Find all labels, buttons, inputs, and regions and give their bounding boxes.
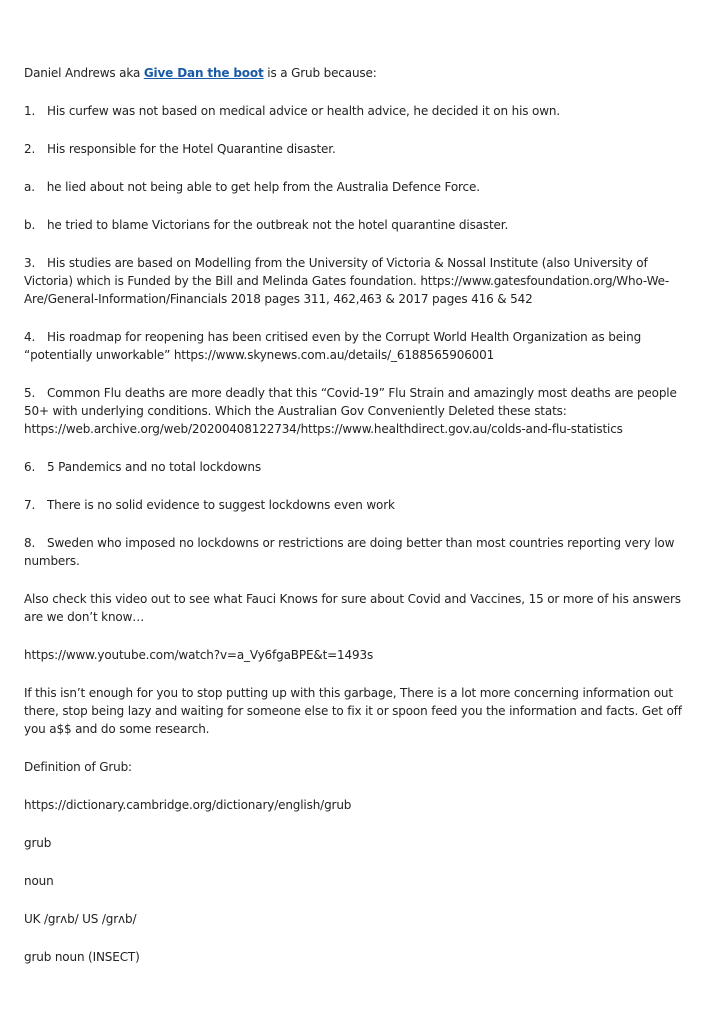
point-6-pandemics: 6. 5 Pandemics and no total lockdowns [24,460,261,474]
point-4-roadmap: 4. His roadmap for reopening has been critised even by the Corrupt World Health Organization as being “potentially unworkable” https://www.skynews.com.au/details/_6188565906001 [24,330,642,362]
dictionary-url: https://dictionary.cambridge.org/dictionary/english/grub [24,798,352,812]
point-2-hotel-quarantine: 2. His responsible for the Hotel Quarantine disaster. [24,142,336,156]
point-8-sweden: 8. Sweden who imposed no lockdowns or restrictions are doing better than most countries reporting very low numbers. [24,536,675,568]
definition-pronunciation: UK /grʌb/ US /grʌb/ [24,912,137,926]
definition-sense: grub noun (INSECT) [24,950,140,964]
definition-heading: Definition of Grub: [24,760,132,774]
document-page [24,64,696,986]
point-2b-blame-victorians: b. he tried to blame Victorians for the outbreak not the hotel quarantine disaster. [24,218,509,232]
point-1-curfew: 1. His curfew was not based on medical advice or health advice, he decided it on his own. [24,104,560,118]
intro-suffix: is a Grub because: [263,66,377,80]
definition-part-of-speech: noun [24,874,54,888]
point-2a-defence-force: a. he lied about not being able to get help from the Australia Defence Force. [24,180,480,194]
point-3-modelling-studies: 3. His studies are based on Modelling from the University of Victoria & Nossal Institute (also University of Victoria) which is Funded by the Bill and Melinda Gates foundation. https://www.gatesfoundation.org/Who-We-Are/General-Information/Financials 2018 pages 311, 462,463 & 2017 pages 416 & 542 [24,256,670,306]
fauci-video-paragraph: Also check this video out to see what Fauci Knows for sure about Covid and Vaccines, 15 or more of his answers are we don’t know… [24,592,681,624]
intro-paragraph [24,64,696,82]
intro-prefix: Daniel Andrews aka [24,66,144,80]
youtube-url: https://www.youtube.com/watch?v=a_Vy6fgaBPE&t=1493s [24,648,374,662]
call-to-action-paragraph: If this isn’t enough for you to stop putting up with this garbage, There is a lot more concerning information out there, stop being lazy and waiting for someone else to fix it or spoon feed you the information and facts. Get off you a$$ and do some research. [24,686,682,736]
give-dan-the-boot-link[interactable]: Give Dan the boot [143,66,264,80]
definition-word: grub [24,836,52,850]
point-5-flu-deaths: 5. Common Flu deaths are more deadly that this “Covid-19” Flu Strain and amazingly most deaths are people 50+ with underlying conditions. Which the Australian Gov Conveniently Deleted these stats: https://web.archive.org/web/20200408122734/https://www.healthdirect.gov.au/colds-and-flu-statistics [24,386,677,436]
point-7-no-evidence: 7. There is no solid evidence to suggest lockdowns even work [24,498,395,512]
